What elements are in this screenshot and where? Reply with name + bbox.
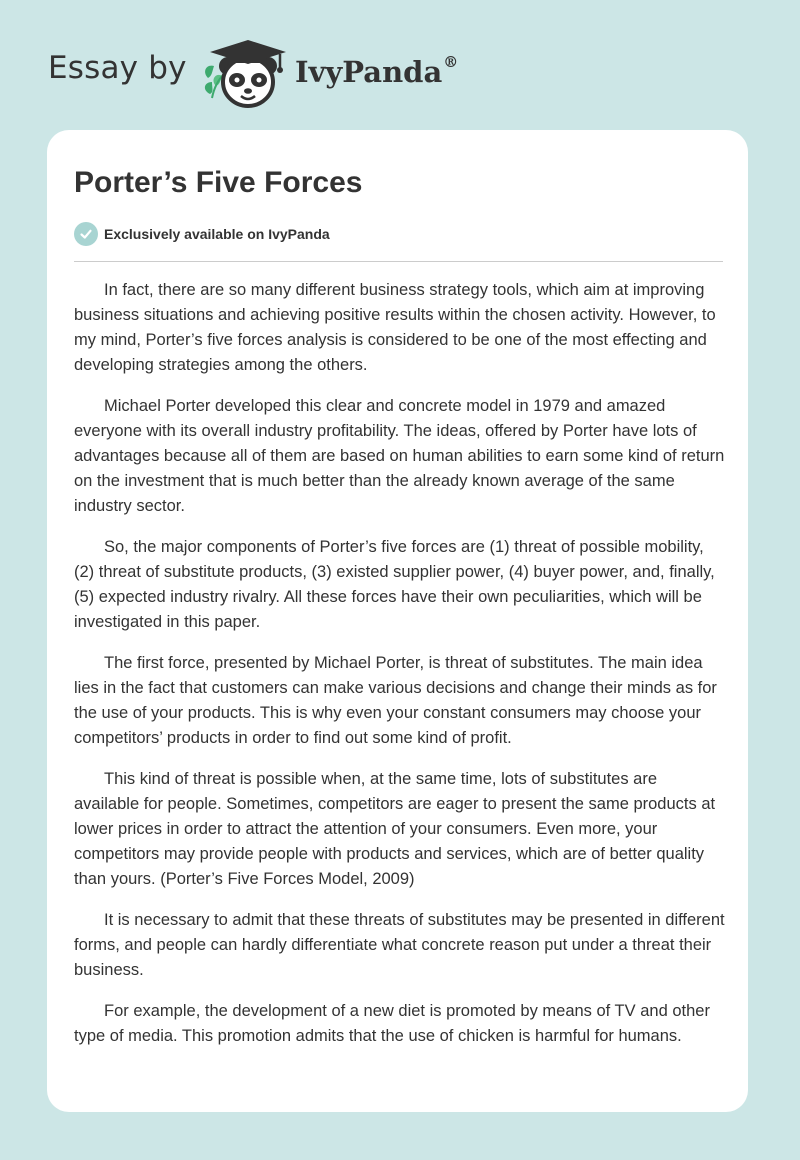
- site-header: [0, 0, 800, 130]
- title-divider: [74, 261, 723, 262]
- paragraph: In fact, there are so many different business strategy tools, which aim at improving business situations and achieving positive results within the chosen activity. However, to my mind, Porter’s five forces analysis is considered to be one of the most effecting and developing strategies among the others.: [74, 281, 716, 374]
- paragraph: So, the major components of Porter’s five forces are (1) threat of possible mobility, (2) threat of substitute products, (3) existed supplier power, (4) buyer power, and, finally, (5) expected industry rivalry. All these forces have their own peculiarities, which will be investigated in this paper.: [74, 538, 715, 631]
- paragraph: This kind of threat is possible when, at the same time, lots of substitutes are available for people. Sometimes, competitors are eager to present the same products at lower prices in order to attract the attention of your consumers. Even more, your competitors may provide people with products and services, which are of better quality than yours. (Porter’s Five Forces Model, 2009): [74, 770, 716, 888]
- exclusive-badge: [74, 222, 330, 246]
- essay-card: [47, 130, 748, 1112]
- paragraph: It is necessary to admit that these threats of substitutes may be presented in different forms, and people can hardly differentiate what concrete reason put under a threat their business.: [74, 911, 725, 979]
- brand-name: IvyPanda: [295, 55, 443, 89]
- check-icon: [74, 222, 98, 246]
- paragraph: For example, the development of a new diet is promoted by means of TV and other type of media. This promotion admits that the use of chicken is harmful for humans.: [74, 1002, 710, 1045]
- brand-logo-text[interactable]: [295, 55, 458, 89]
- paragraph: The first force, presented by Michael Porter, is threat of substitutes. The main idea lies in the fact that customers can make various decisions and change their minds as for the use of your products. This is why even your constant consumers may choose your competitors’ products in order to find out some kind of profit.: [74, 654, 717, 747]
- registered-mark: ®: [443, 53, 459, 72]
- panda-graduate-icon[interactable]: [200, 36, 296, 112]
- paragraph: Michael Porter developed this clear and concrete model in 1979 and amazed everyone with its overall industry profitability. The ideas, offered by Porter have lots of advantages because all of them are based on human abilities to earn some kind of return on the investment that is much better than the already known average of the same industry sector.: [74, 397, 725, 515]
- essay-body: [74, 278, 726, 1065]
- essay-by-label: Essay by: [48, 50, 187, 86]
- exclusive-badge-label: Exclusively available on IvyPanda: [104, 226, 330, 242]
- essay-title: Porter’s Five Forces: [74, 166, 363, 199]
